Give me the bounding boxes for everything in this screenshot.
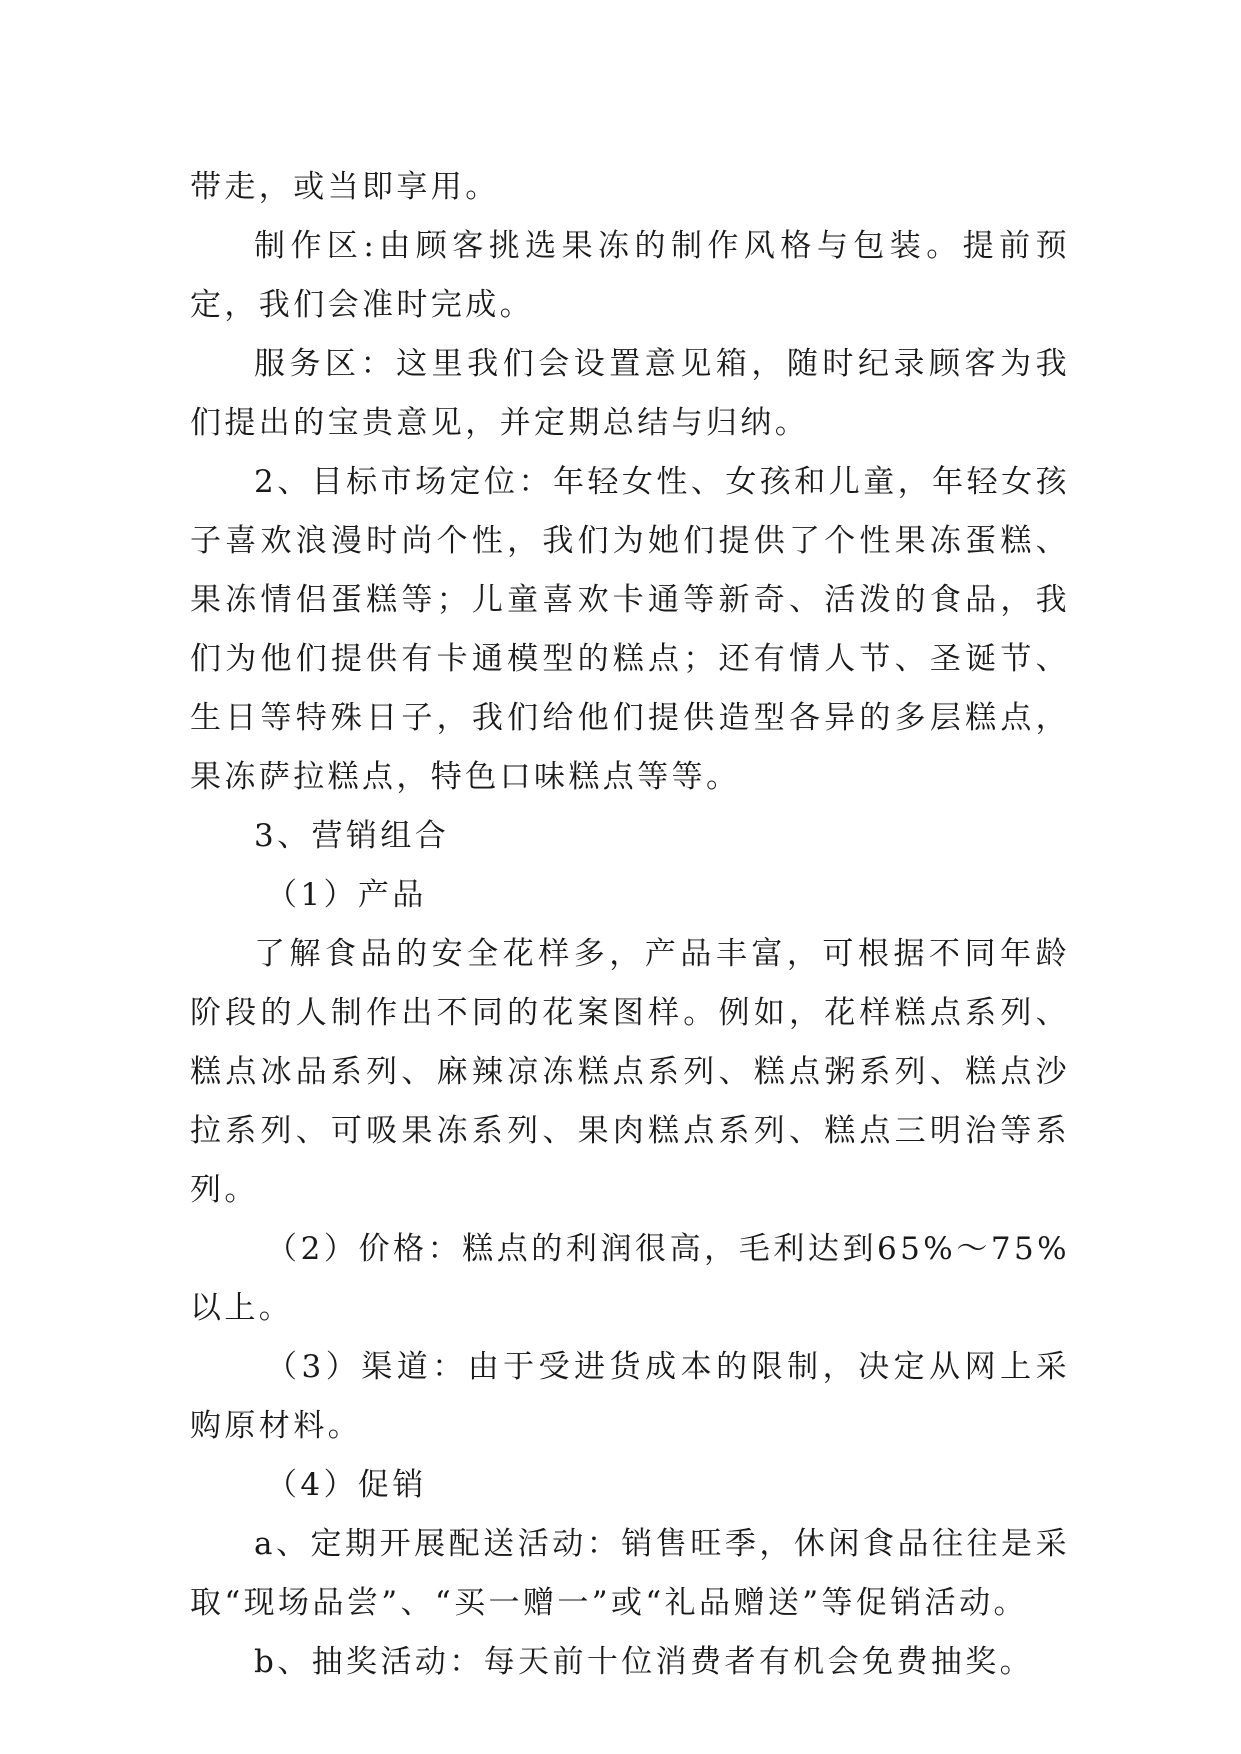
- paragraph-continuation: 带走，或当即享用。: [190, 169, 500, 205]
- paragraph-promotion-b: b、抽奖活动：每天前十位消费者有机会免费抽奖。: [254, 1644, 1035, 1680]
- paragraph-channel: （3）渠道：由于受进货成本的限制，决定从网上采购原材料。: [190, 1349, 1070, 1444]
- document-body: [190, 158, 1070, 1692]
- heading-marketing-mix: 3、营销组合: [254, 818, 450, 854]
- paragraph-production-area: 制作区:由顾客挑选果冻的制作风格与包装。提前预定，我们会准时完成。: [190, 228, 1070, 323]
- heading-product: （1）产品: [266, 877, 427, 913]
- paragraph-promotion-a: a、定期开展配送活动：销售旺季，休闲食品往往是采取“现场品尝”、“买一赠一”或“礼品赠送”等促销活动。: [190, 1526, 1070, 1621]
- paragraph-price: （2）价格：糕点的利润很高，毛利达到65%～75%以上。: [190, 1231, 1070, 1326]
- paragraph-service-area: 服务区：这里我们会设置意见箱，随时纪录顾客为我们提出的宝贵意见，并定期总结与归纳。: [190, 346, 1070, 441]
- paragraph-product: 了解食品的安全花样多，产品丰富，可根据不同年龄阶段的人制作出不同的花案图样。例如，花样糕点系列、糕点冰品系列、麻辣凉冻糕点系列、糕点粥系列、糕点沙拉系列、可吸果冻系列、果肉糕点系列、糕点三明治等系列。: [190, 936, 1070, 1208]
- paragraph-target-market: 2、目标市场定位：年轻女性、女孩和儿童，年轻女孩子喜欢浪漫时尚个性，我们为她们提供了个性果冻蛋糕、果冻情侣蛋糕等；儿童喜欢卡通等新奇、活泼的食品，我们为他们提供有卡通模型的糕点；还有情人节、圣诞节、生日等特殊日子，我们给他们提供造型各异的多层糕点，果冻萨拉糕点，特色口味糕点等等。: [190, 464, 1070, 795]
- heading-promotion: （4）促销: [266, 1467, 427, 1503]
